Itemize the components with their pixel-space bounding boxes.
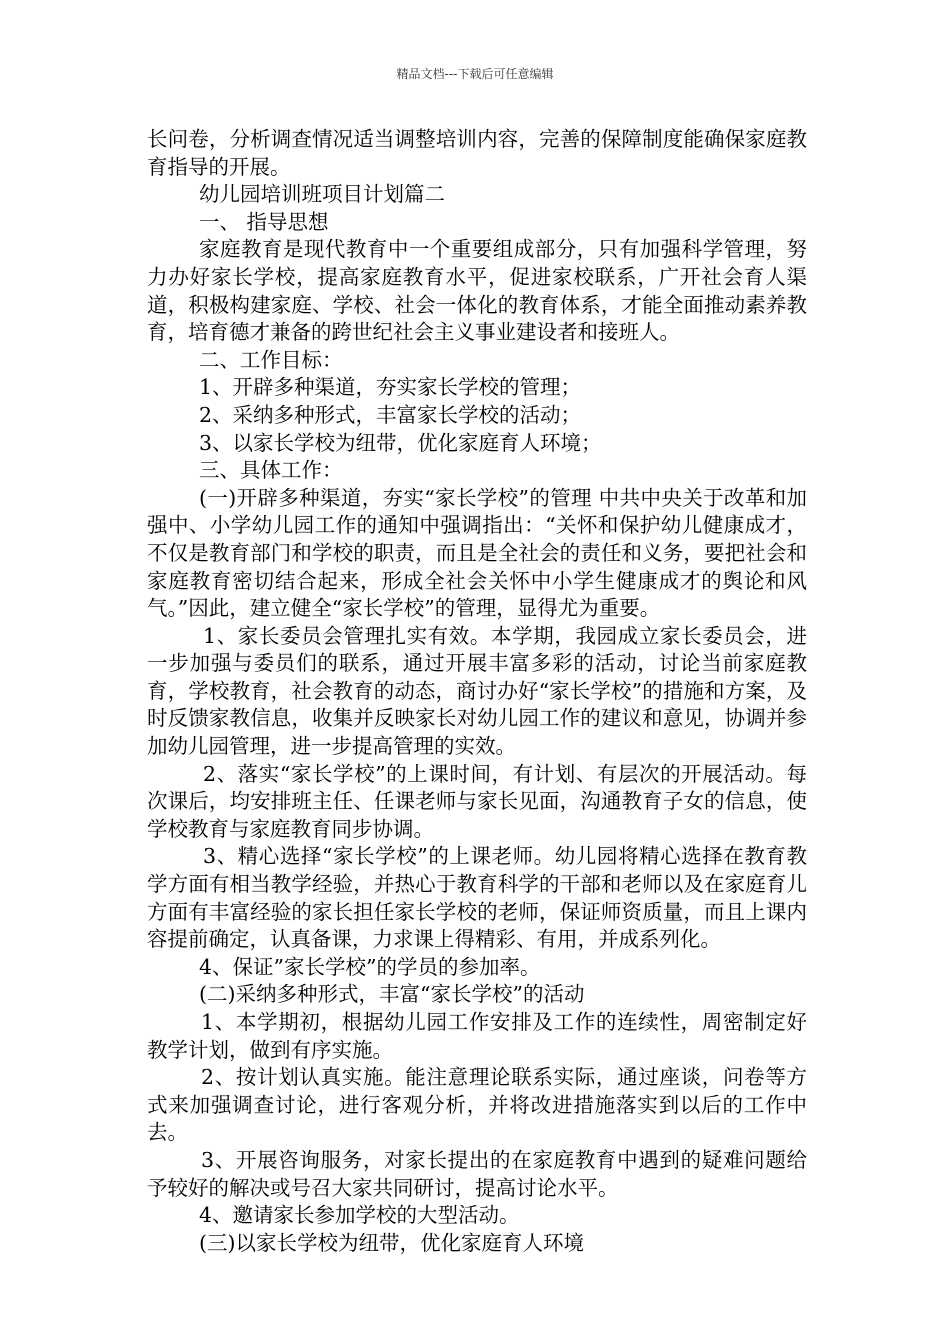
work-item-1-4: 4、保证”家长学校”的学员的参加率。 — [199, 954, 541, 979]
goal-item-2: 2、采纳多种形式，丰富家长学校的活动； — [199, 402, 582, 427]
subsection-3-heading: (三)以家长学校为纽带，优化家庭育人环境 — [199, 1230, 584, 1255]
goal-item-1: 1、开辟多种渠道，夯实家长学校的管理； — [199, 375, 582, 400]
section-title: 幼儿园培训班项目计划篇二 — [199, 182, 445, 207]
paragraph-continuation: 长问卷，分析调查情况适当调整培训内容，完善的保障制度能确保家庭教育指导的开展。 — [147, 127, 807, 179]
work-item-2-3: 3、开展咨询服务，对家长提出的在家庭教育中遇到的疑难问题给予较好的解决或号召大家共同研讨，提高讨论水平。 — [147, 1147, 807, 1200]
paragraph-guiding-ideology: 家庭教育是现代教育中一个重要组成部分，只有加强科学管理，努力办好家长学校，提高家庭教育水平，促进家校联系，广开社会育人渠道，积极构建家庭、学校、社会一体化的教育体系，才能全面推动素养教育，培育德才兼备的跨世纪社会主义事业建设者和接班人。 — [147, 237, 807, 345]
subsection-2-heading: (二)采纳多种形式，丰富“家长学校”的活动 — [199, 982, 585, 1007]
document-body — [147, 126, 807, 1257]
heading-specific-work: 三、具体工作： — [199, 458, 343, 483]
page-header: 精品文档---下载后可任意编辑 — [396, 67, 554, 81]
work-item-2-1: 1、本学期初，根据幼儿园工作安排及工作的连续性，周密制定好教学计划，做到有序实施。 — [147, 1010, 807, 1062]
work-item-2-4: 4、邀请家长参加学校的大型活动。 — [199, 1203, 520, 1228]
work-item-2-2: 2、按计划认真实施。能注意理论联系实际，通过座谈，问卷等方式来加强调查讨论，进行客观分析，并将改进措施落实到以后的工作中去。 — [147, 1065, 807, 1145]
heading-work-goals: 二、工作目标： — [199, 347, 343, 372]
goal-item-3: 3、以家长学校为纽带，优化家庭育人环境； — [199, 430, 602, 455]
work-item-1-3: 3、精心选择“家长学校”的上课老师。幼儿园将精心选择在教育教学方面有相当教学经验，并热心于教育科学的干部和老师以及在家庭育儿方面有丰富经验的家长担任家长学校的老师，保证师资质量，而且上课内容提前确定，认真备课，力求课上得精彩、有用，并成系列化。 — [147, 844, 807, 952]
work-item-1-2: 2、落实“家长学校”的上课时间，有计划、有层次的开展活动。每次课后，均安排班主任、任课老师与家长见面，沟通教育子女的信息，使学校教育与家庭教育同步协调。 — [147, 761, 807, 841]
subsection-1-paragraph: (一)开辟多种渠道，夯实“家长学校”的管理 中共中央关于改革和加强中、小学幼儿园工作的通知中强调指出：“关怀和保护幼儿健康成才，不仅是教育部门和学校的职责，而且是全社会的责任和义务，要把社会和家庭教育密切结合起来，形成全社会关怀中小学生健康成才的舆论和风气。”因此，建立健全“家长学校”的管理，显得尤为重要。 — [147, 485, 807, 621]
heading-guiding-ideology: 一、 指导思想 — [199, 209, 329, 234]
work-item-1-1: 1、家长委员会管理扎实有效。本学期，我园成立家长委员会，进一步加强与委员们的联系，通过开展丰富多彩的活动，讨论当前家庭教育，学校教育，社会教育的动态，商讨办好“家长学校”的措施和方案，及时反馈家教信息，收集并反映家长对幼儿园工作的建议和意见，协调并参加幼儿园管理，进一步提高管理的实效。 — [147, 623, 807, 759]
